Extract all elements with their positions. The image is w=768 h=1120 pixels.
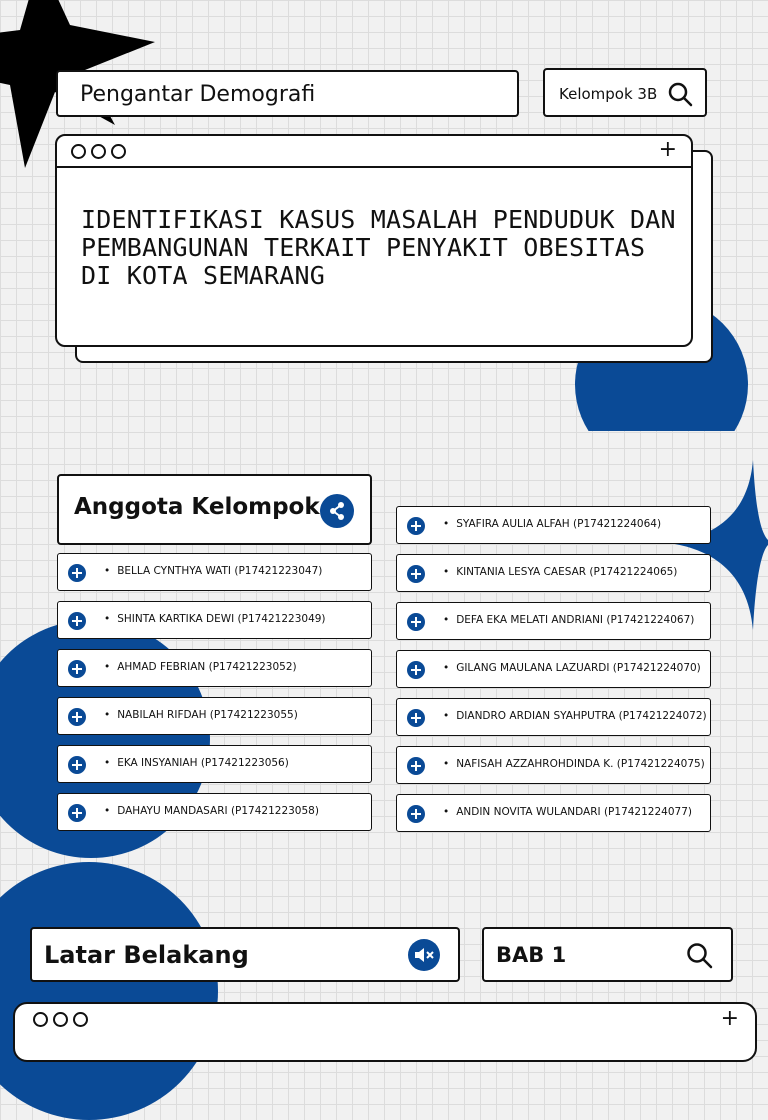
plus-circle-icon[interactable]: [68, 660, 86, 678]
member-item[interactable]: [396, 698, 711, 736]
section-title: Latar Belakang: [44, 941, 249, 969]
member-name: • NABILAH RIFDAH (P17421223055): [104, 709, 298, 721]
member-name: • DIANDRO ARDIAN SYAHPUTRA (P17421224072): [443, 710, 707, 722]
member-item[interactable]: [57, 745, 372, 783]
plus-circle-icon[interactable]: [407, 565, 425, 583]
member-name: • NAFISAH AZZAHROHDINDA K. (P17421224075): [443, 758, 705, 770]
plus-circle-icon[interactable]: [407, 709, 425, 727]
member-item[interactable]: [57, 553, 372, 591]
group-label: Kelompok 3B: [559, 85, 658, 103]
window-dot-icon[interactable]: [53, 1012, 68, 1027]
member-item[interactable]: [396, 650, 711, 688]
plus-circle-icon[interactable]: [407, 517, 425, 535]
member-item[interactable]: [57, 793, 372, 831]
blue-circle-decoration-bottom: [0, 862, 218, 1120]
window-dot-icon[interactable]: [91, 144, 106, 159]
plus-circle-icon[interactable]: [68, 612, 86, 630]
plus-circle-icon[interactable]: [68, 708, 86, 726]
search-icon[interactable]: [685, 941, 713, 969]
main-heading: IDENTIFIKASI KASUS MASALAH PENDUDUK DAN PEMBANGUNAN TERKAIT PENYAKIT OBESITAS DI KOTA SEMARANG: [81, 205, 676, 290]
plus-circle-icon[interactable]: [407, 805, 425, 823]
window-dot-icon[interactable]: [73, 1012, 88, 1027]
plus-circle-icon[interactable]: [407, 613, 425, 631]
member-item[interactable]: [396, 554, 711, 592]
window-titlebar: [57, 136, 691, 168]
member-item[interactable]: [396, 746, 711, 784]
group-search-bar[interactable]: [543, 68, 707, 117]
plus-circle-icon[interactable]: [68, 564, 86, 582]
window-dot-icon[interactable]: [33, 1012, 48, 1027]
plus-circle-icon[interactable]: [68, 756, 86, 774]
plus-circle-icon[interactable]: [407, 661, 425, 679]
title-bar: [56, 70, 519, 117]
chapter-label: BAB 1: [496, 943, 567, 967]
search-icon[interactable]: [667, 81, 693, 107]
chapter-search-bar[interactable]: [482, 927, 733, 982]
plus-circle-icon[interactable]: [407, 757, 425, 775]
mute-icon[interactable]: [408, 939, 440, 971]
plus-circle-icon[interactable]: [68, 804, 86, 822]
member-name: • DAHAYU MANDASARI (P17421223058): [104, 805, 319, 817]
share-icon[interactable]: [320, 494, 354, 528]
window-dot-icon[interactable]: [71, 144, 86, 159]
member-item[interactable]: [396, 602, 711, 640]
member-name: • EKA INSYANIAH (P17421223056): [104, 757, 289, 769]
window-dot-icon[interactable]: [111, 144, 126, 159]
member-name: • BELLA CYNTHYA WATI (P17421223047): [104, 565, 322, 577]
members-heading: Anggota Kelompok: [74, 494, 320, 520]
member-name: • SHINTA KARTIKA DEWI (P17421223049): [104, 613, 326, 625]
member-item[interactable]: [396, 506, 711, 544]
members-heading-box: [57, 474, 372, 545]
section-title-bar: [30, 927, 460, 982]
member-item[interactable]: [57, 649, 372, 687]
main-window: [55, 134, 693, 347]
member-name: • GILANG MAULANA LAZUARDI (P17421224070): [443, 662, 701, 674]
member-name: • KINTANIA LESYA CAESAR (P17421224065): [443, 566, 677, 578]
member-name: • SYAFIRA AULIA ALFAH (P17421224064): [443, 518, 661, 530]
bottom-window: [13, 1002, 757, 1062]
member-item[interactable]: [396, 794, 711, 832]
page-title: Pengantar Demografi: [80, 82, 316, 107]
member-name: • DEFA EKA MELATI ANDRIANI (P17421224067): [443, 614, 694, 626]
member-item[interactable]: [57, 697, 372, 735]
member-name: • AHMAD FEBRIAN (P17421223052): [104, 661, 297, 673]
plus-icon[interactable]: +: [658, 137, 677, 162]
member-item[interactable]: [57, 601, 372, 639]
plus-icon[interactable]: +: [720, 1006, 739, 1031]
member-name: • ANDIN NOVITA WULANDARI (P17421224077): [443, 806, 692, 818]
